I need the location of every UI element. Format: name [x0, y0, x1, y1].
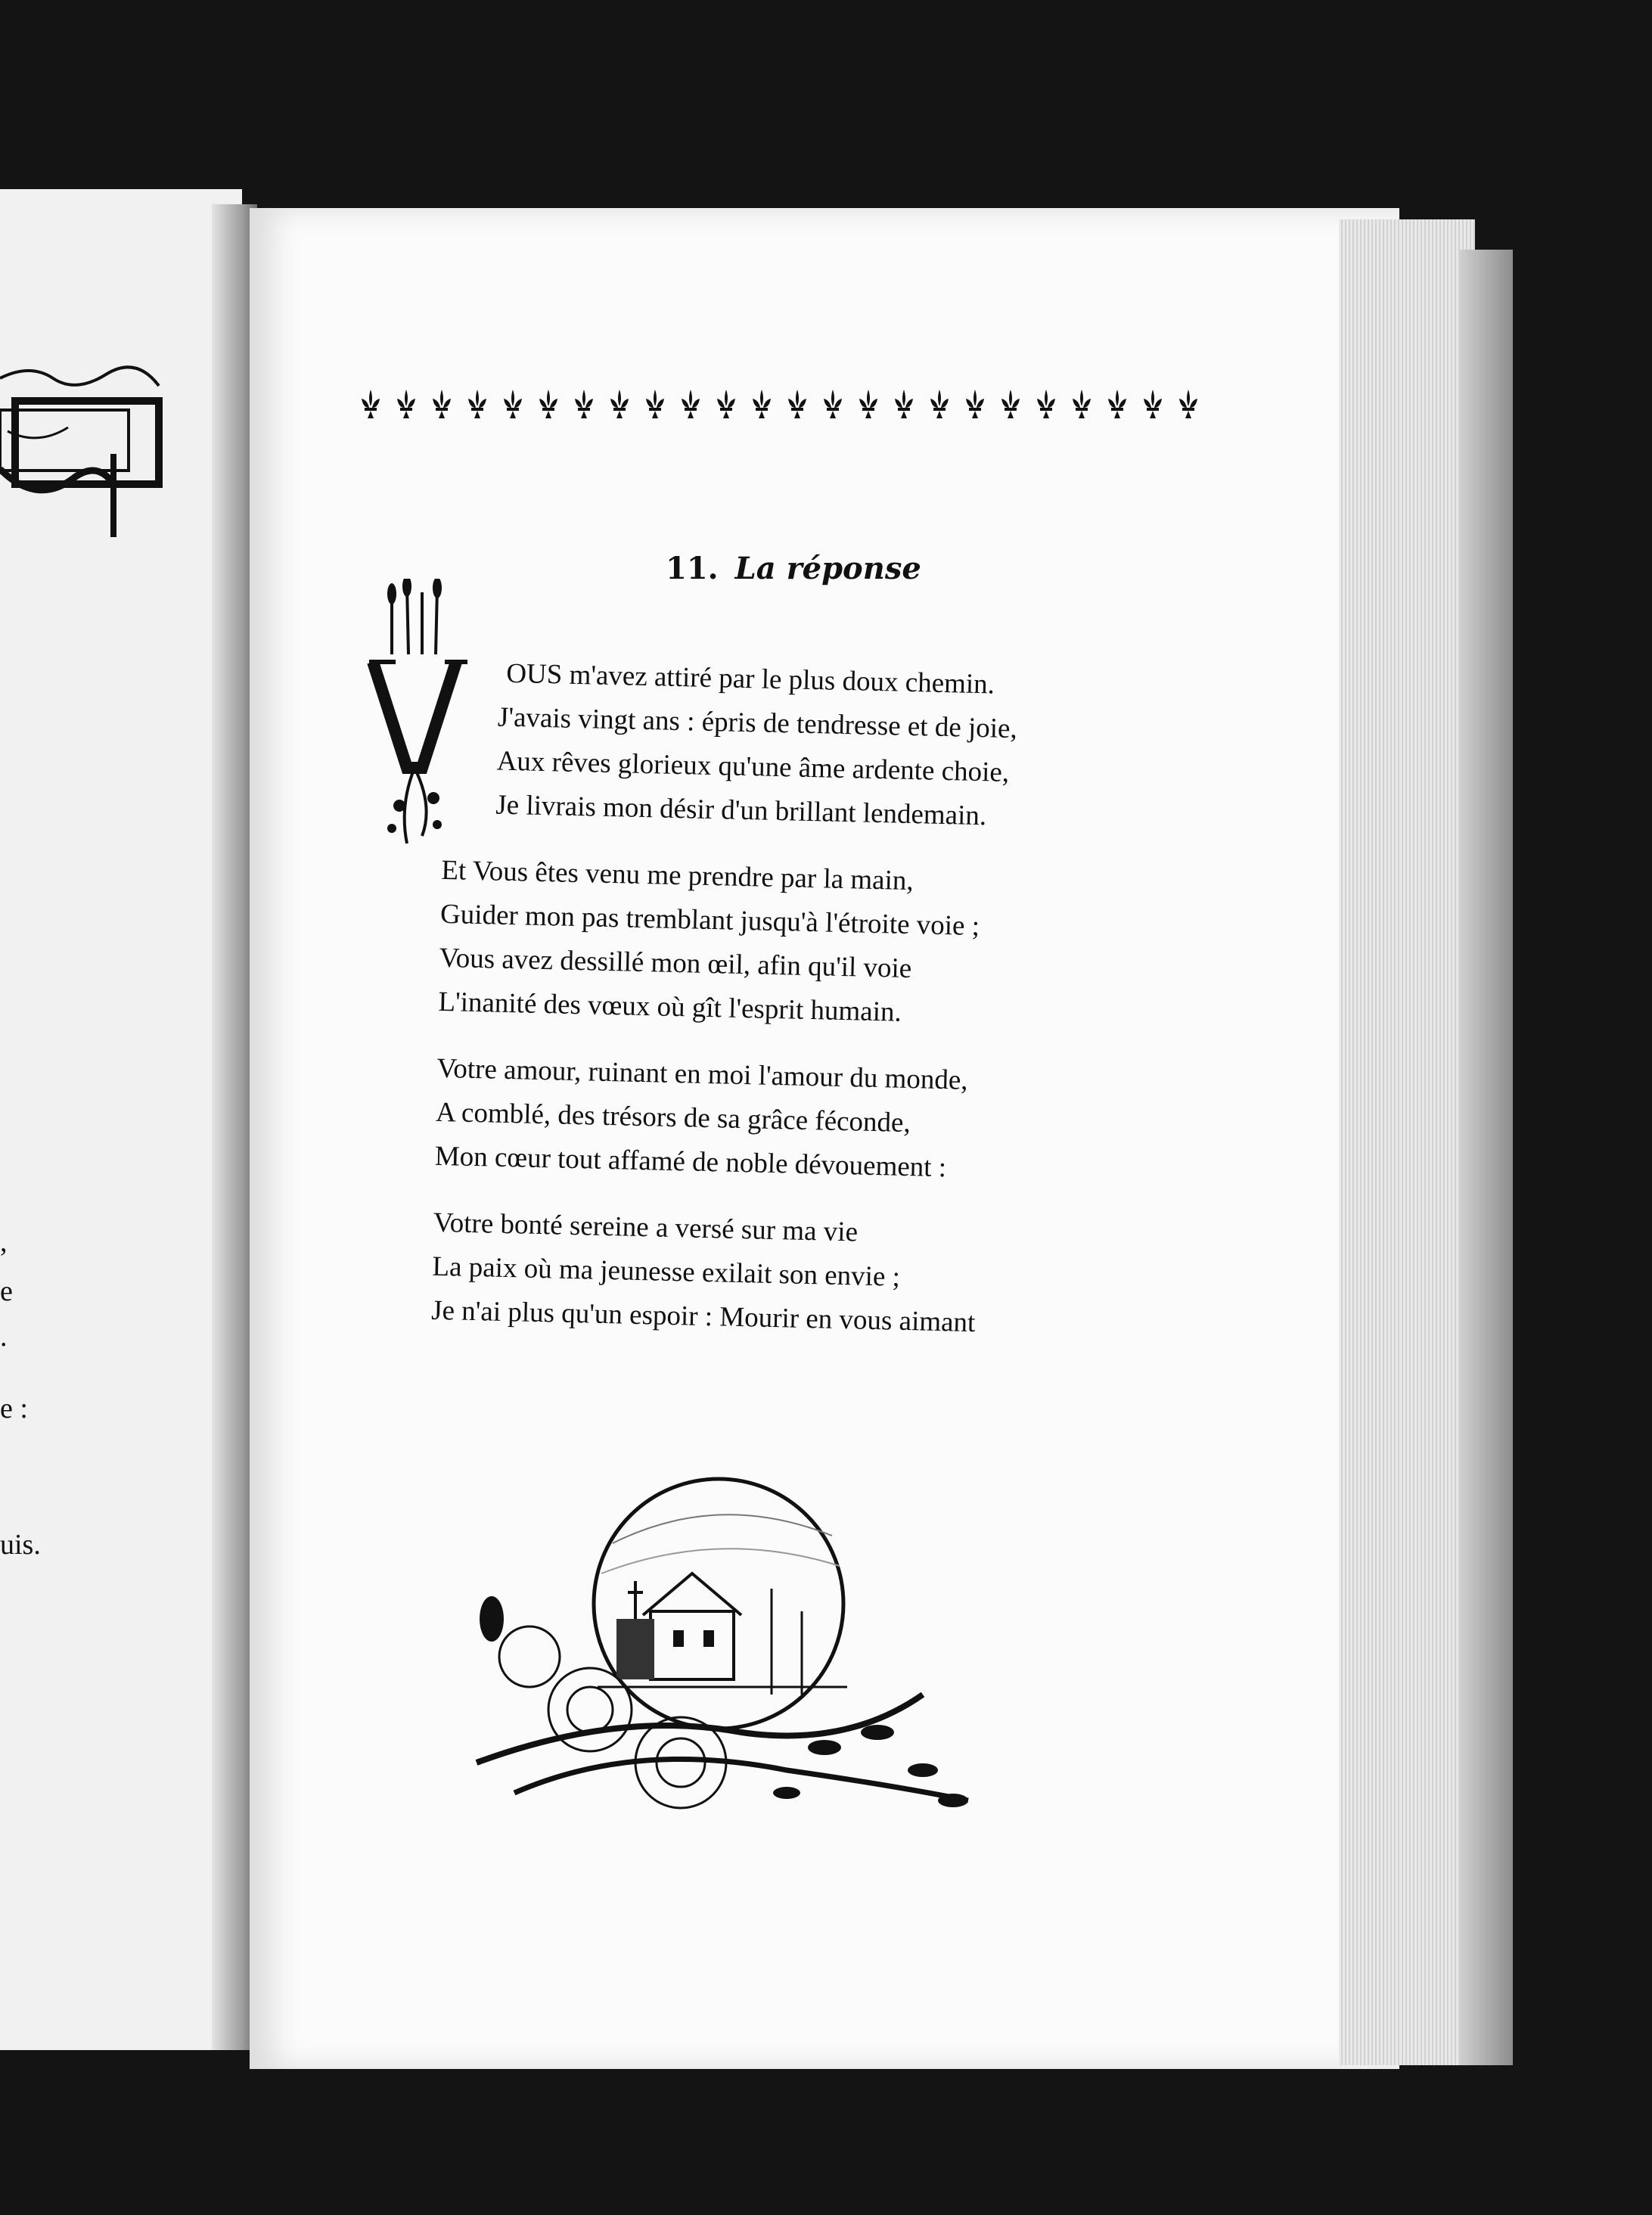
stanza	[442, 651, 1203, 843]
section-title: La réponse	[734, 551, 921, 586]
left-fragment: e	[0, 1275, 13, 1307]
poem-line: L'inanité des vœux où gît l'esprit humain.	[437, 986, 902, 1028]
section-number: 11.	[666, 551, 719, 586]
stanza	[434, 1047, 1194, 1196]
section-heading	[666, 551, 983, 586]
stanza	[438, 849, 1198, 1042]
book-cover-edge	[1460, 250, 1513, 2065]
church-vignette-icon	[469, 1468, 983, 1838]
poem-line: Je n'ai plus qu'un espoir : Mourir en vous aimant	[430, 1294, 976, 1339]
page-stack-edge	[1339, 219, 1475, 2065]
poem-line: A comblé, des trésors de sa grâce féconde,	[435, 1096, 911, 1139]
left-fragment: ,	[0, 1226, 8, 1258]
left-fragment: .	[0, 1321, 8, 1353]
stanza	[431, 1201, 1191, 1350]
left-fragment: uis.	[0, 1529, 41, 1561]
poem-line: Guider mon pas tremblant jusqu'à l'étroite voie ;	[439, 898, 980, 943]
left-page-ornament-icon	[0, 356, 174, 552]
poem-line: Mon cœur tout affamé de noble dévouement :	[434, 1140, 947, 1184]
poem-line: Et Vous êtes venu me prendre par la main,	[440, 854, 914, 897]
poem-line: Vous avez dessillé mon œil, afin qu'il voie	[439, 942, 912, 985]
poem-line: J'avais vingt ans : épris de tendresse et de joie,	[497, 701, 1018, 745]
poem-line: Votre amour, ruinant en moi l'amour du monde,	[436, 1052, 968, 1096]
poem-line: Aux rêves glorieux qu'une âme ardente choie,	[496, 745, 1010, 788]
fleur-de-lis-border-icon	[356, 382, 1210, 435]
poem-line: OUS m'avez attiré par le plus doux chemin.	[505, 657, 995, 701]
poem	[430, 651, 1203, 1372]
poem-line: La paix où ma jeunesse exilait son envie ;	[432, 1250, 901, 1293]
poem-line: Je livrais mon désir d'un brillant lendemain.	[495, 789, 987, 832]
left-fragment: e :	[0, 1393, 28, 1424]
poem-line: Votre bonté sereine a versé sur ma vie	[433, 1207, 859, 1248]
